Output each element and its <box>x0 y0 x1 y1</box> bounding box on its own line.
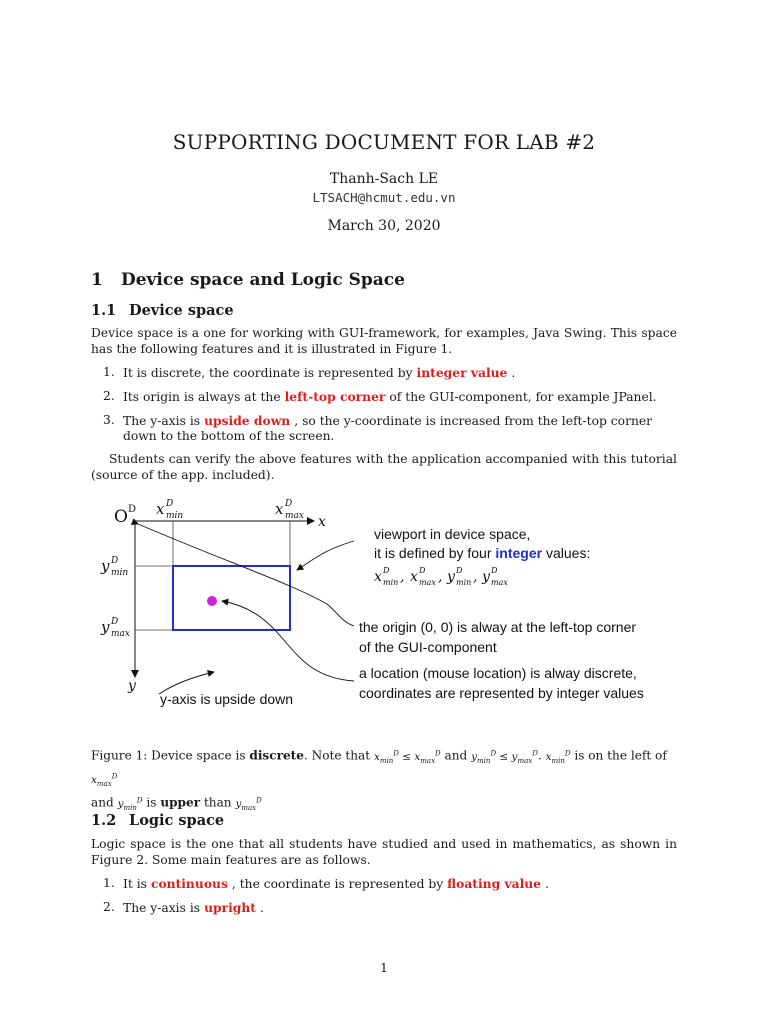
figure-1-caption <box>91 745 681 816</box>
item-text: . <box>511 366 516 380</box>
highlight-text: upright <box>204 900 256 915</box>
subsection-title: Device space <box>129 302 234 319</box>
item-text: The y-axis is <box>123 901 201 915</box>
students-paragraph: Students can verify the above features with the application accompanied with this tutorial (source of the app. included). <box>91 452 677 482</box>
origin-pointer-curve <box>138 524 327 604</box>
page-number: 1 <box>380 960 388 975</box>
xmin-sub: min <box>166 511 184 521</box>
location-pointer-curve <box>222 601 354 681</box>
caption-prefix: Figure 1: Device space is <box>91 748 250 763</box>
section-title: Device space and Logic Space <box>121 270 405 290</box>
viewport-pointer-curve <box>297 541 354 570</box>
math-ymin: $y_{min}^D$ <box>117 796 143 812</box>
xmax-x: x <box>275 500 284 518</box>
formula-xmin-sub: min <box>383 578 399 587</box>
math-xmin: $x_{min}^D$ <box>545 749 571 765</box>
viewport-integer-highlight: integer <box>495 545 543 561</box>
item-text: , so the y-coordinate is increased from the left-top corner down to the bottom of the screen. <box>123 414 653 443</box>
item-text: , the coordinate is represented by <box>231 877 444 891</box>
section-number: 1 <box>91 270 103 290</box>
document-title: SUPPORTING DOCUMENT FOR LAB #2 <box>172 130 596 154</box>
ymin-sub: min <box>111 568 129 578</box>
item-text: of the GUI-component, for example JPanel. <box>389 390 657 404</box>
origin-note-line-1: the origin (0, 0) is alway at the left-top corner <box>359 619 637 635</box>
origin-superscript: D <box>128 504 137 515</box>
formula-xmin: x <box>374 569 382 585</box>
formula-ymin: y <box>447 569 455 585</box>
viewport-line-1: viewport in device space, <box>374 526 531 542</box>
device-space-diagram <box>92 494 678 726</box>
ymax-sub: max <box>111 629 130 639</box>
formula-ymin-sub: min <box>456 578 472 587</box>
x-axis-label: x <box>318 514 326 530</box>
xmax-sup: D <box>285 499 293 509</box>
subsection-number: 1.2 <box>91 812 117 829</box>
author-name: Thanh-Sach LE <box>329 171 439 187</box>
caption-than: than <box>200 795 236 810</box>
formula-ymin-sup: D <box>456 566 463 575</box>
viewport-values-formula <box>374 566 508 587</box>
highlight-text: left-top corner <box>284 389 386 404</box>
origin-label: O <box>114 507 128 527</box>
viewport-line-2 <box>374 545 590 561</box>
caption-and: and <box>440 748 472 763</box>
viewport-rectangle <box>173 566 290 630</box>
ymin-sup: D <box>111 556 119 566</box>
viewport-line-2-pre: it is defined by four <box>374 545 492 561</box>
caption-bold-discrete: discrete <box>249 748 304 763</box>
ymin-y: y <box>101 557 110 575</box>
formula-ymax-sup: D <box>491 566 498 575</box>
item-text: It is discrete, the coordinate is represented by <box>123 366 413 380</box>
item-text: Its origin is always at the <box>123 390 281 404</box>
caption-on-left: is on the left of <box>570 748 667 763</box>
formula-comma: , <box>473 569 478 585</box>
ymax-y: y <box>101 618 110 636</box>
list-number: 2. <box>103 389 115 403</box>
location-note-line-1: a location (mouse location) is alway discrete, <box>359 665 637 681</box>
y-axis-label: y <box>128 678 136 694</box>
caption-bold-upper: upper <box>160 795 201 810</box>
section-heading-1 <box>91 270 405 290</box>
subsection-heading-1-1 <box>91 302 234 319</box>
math-ymax: $y_{max}^D$ <box>235 796 262 812</box>
xmax-sub: max <box>285 511 304 521</box>
formula-xmax-sup: D <box>419 566 426 575</box>
subsection-title: Logic space <box>129 812 225 829</box>
item-text: . <box>260 901 264 915</box>
ymax-sup: D <box>111 617 119 627</box>
list-number: 2. <box>103 900 115 914</box>
highlight-text: integer value <box>416 365 508 380</box>
item-text: It is <box>123 877 147 891</box>
list-number: 3. <box>103 413 115 427</box>
caption-is: is <box>142 795 161 810</box>
device-space-intro: Device space is a one for working with GUI-framework, for examples, Java Swing. This space has the following features and it is illustrated in Figure 1. <box>91 326 677 356</box>
viewport-line-2-post: values: <box>545 545 591 561</box>
formula-comma: , <box>400 569 405 585</box>
subsection-heading-1-2 <box>91 812 224 829</box>
highlight-text: upside down <box>204 413 291 428</box>
logic-space-intro: Logic space is the one that all students have studied and used in mathematics, as shown in Figure 2. Some main features are as follows. <box>91 837 677 867</box>
caption-note: . Note that <box>303 748 374 763</box>
yaxis-upside-down-label: y-axis is upside down <box>160 691 294 707</box>
formula-xmax: x <box>410 569 418 585</box>
xmin-sup: D <box>166 499 174 509</box>
formula-xmin-sup: D <box>383 566 390 575</box>
document-date: March 30, 2020 <box>327 218 441 234</box>
list-number: 1. <box>103 365 115 379</box>
highlight-text: floating value <box>447 876 542 891</box>
formula-ymax-sub: max <box>491 578 508 587</box>
math-xmin-le-xmax: $x_{min}^D \le x_{max}^D$ <box>373 749 441 765</box>
math-xmax: $x_{max}^D$ <box>91 772 118 789</box>
location-note-line-2: coordinates are represented by integer values <box>359 685 644 701</box>
caption-and-2: and <box>91 795 118 810</box>
subsection-number: 1.1 <box>91 302 117 319</box>
mouse-location-dot <box>207 596 217 606</box>
origin-pointer-tail <box>327 604 354 626</box>
author-email: LTSACH@hcmut.edu.vn <box>312 190 456 205</box>
figure-1-device-space <box>92 494 678 726</box>
item-text: The y-axis is <box>123 414 201 428</box>
item-text: . <box>545 877 549 891</box>
formula-xmax-sub: max <box>419 578 436 587</box>
origin-note-line-2: of the GUI-component <box>359 639 497 655</box>
math-ymin-le-ymax: $y_{min}^D \le y_{max}^D$ <box>471 749 538 765</box>
xmin-x: x <box>156 500 165 518</box>
list-number: 1. <box>103 876 115 890</box>
formula-comma: , <box>438 569 443 585</box>
formula-ymax: y <box>482 569 490 585</box>
caption-sep: . <box>537 748 546 763</box>
highlight-text: continuous <box>150 876 228 891</box>
